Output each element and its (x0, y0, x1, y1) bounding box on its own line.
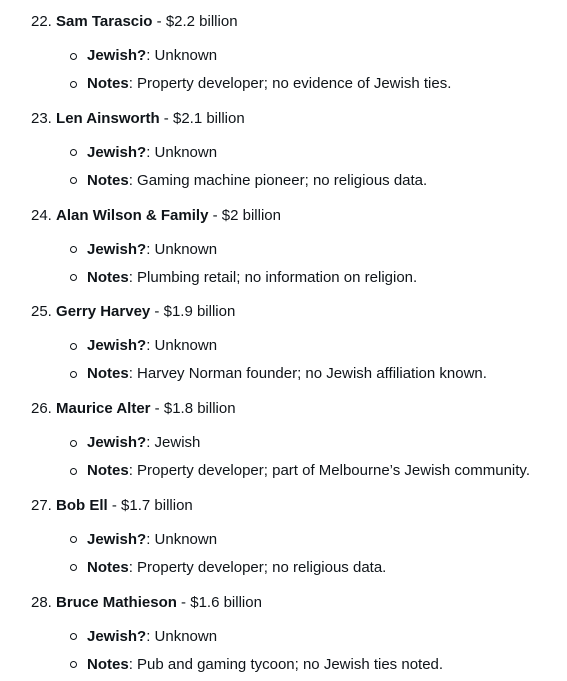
list-item (0, 290, 567, 387)
jewish-status-item (87, 46, 217, 66)
entry-heading (31, 593, 262, 613)
notes-item (87, 461, 530, 481)
entry-heading (31, 206, 281, 226)
jewish-value: : Unknown (146, 337, 218, 355)
jewish-status-item (87, 433, 200, 453)
entry-rank: 24. (31, 206, 52, 224)
hollow-bullet-icon (70, 536, 77, 543)
jewish-value: : Unknown (146, 143, 218, 161)
entry-net-worth: - $1.8 billion (150, 400, 236, 418)
hollow-bullet-icon (70, 274, 77, 281)
entry-heading (31, 496, 193, 516)
notes-value: : Pub and gaming tycoon; no Jewish ties noted. (128, 655, 444, 673)
notes-value: : Harvey Norman founder; no Jewish affiliation known. (128, 365, 487, 383)
notes-value: : Plumbing retail; no information on religion. (128, 268, 418, 286)
entry-rank: 25. (31, 303, 52, 321)
notes-value: : Property developer; no evidence of Jewish ties. (128, 75, 452, 92)
jewish-label: Jewish? (87, 143, 147, 161)
hollow-bullet-icon (70, 149, 77, 156)
jewish-value: : Unknown (146, 530, 218, 548)
jewish-status-item (87, 240, 217, 260)
notes-label: Notes (87, 171, 129, 189)
jewish-value: : Unknown (146, 627, 218, 645)
jewish-status-item (87, 530, 217, 550)
hollow-bullet-icon (70, 343, 77, 350)
entry-rank: 26. (31, 400, 52, 418)
entry-name: Sam Tarascio (56, 13, 153, 30)
jewish-value: : Unknown (146, 240, 218, 258)
list-item (0, 0, 567, 97)
notes-item (87, 558, 386, 578)
hollow-bullet-icon (70, 246, 77, 253)
entry-heading (31, 109, 245, 129)
notes-item (87, 655, 443, 675)
jewish-label: Jewish? (87, 434, 147, 452)
notes-label: Notes (87, 655, 129, 673)
hollow-bullet-icon (70, 564, 77, 571)
notes-value: : Gaming machine pioneer; no religious data. (128, 171, 428, 189)
notes-label: Notes (87, 462, 129, 480)
jewish-status-item (87, 336, 217, 356)
list-item (0, 387, 567, 484)
hollow-bullet-icon (70, 371, 77, 378)
jewish-status-item (87, 143, 217, 163)
jewish-label: Jewish? (87, 337, 147, 355)
entry-name: Bob Ell (56, 496, 108, 514)
list-item (0, 581, 567, 678)
hollow-bullet-icon (70, 440, 77, 447)
notes-item (87, 364, 487, 384)
entry-rank: 28. (31, 593, 52, 611)
entry-net-worth: - $2.1 billion (159, 109, 245, 127)
entry-name: Bruce Mathieson (56, 593, 177, 611)
notes-item (87, 74, 451, 94)
list-item (0, 194, 567, 291)
entry-net-worth: - $1.7 billion (107, 496, 193, 514)
jewish-label: Jewish? (87, 240, 147, 258)
notes-label: Notes (87, 558, 129, 576)
notes-value: : Property developer; part of Melbourne’s Jewish community. (128, 462, 530, 480)
list-item (0, 97, 567, 194)
notes-label: Notes (87, 268, 129, 286)
entry-net-worth: - $1.9 billion (150, 303, 236, 321)
entry-name: Maurice Alter (56, 400, 151, 418)
entry-net-worth: - $1.6 billion (176, 593, 262, 611)
jewish-value: : Unknown (146, 47, 218, 64)
entry-rank: 23. (31, 109, 52, 127)
notes-item (87, 268, 417, 288)
notes-value: : Property developer; no religious data. (128, 558, 387, 576)
entry-name: Gerry Harvey (56, 303, 151, 321)
hollow-bullet-icon (70, 177, 77, 184)
entry-heading (31, 12, 238, 32)
list-item (0, 484, 567, 581)
jewish-value: : Jewish (146, 434, 201, 452)
hollow-bullet-icon (70, 468, 77, 475)
jewish-status-item (87, 627, 217, 647)
entry-name: Len Ainsworth (56, 109, 160, 127)
notes-item (87, 171, 427, 191)
hollow-bullet-icon (70, 53, 77, 60)
entry-rank: 22. (31, 13, 52, 30)
notes-label: Notes (87, 75, 129, 92)
entry-rank: 27. (31, 496, 52, 514)
notes-label: Notes (87, 365, 129, 383)
entry-heading (31, 302, 235, 322)
entry-name: Alan Wilson & Family (56, 206, 209, 224)
hollow-bullet-icon (70, 661, 77, 668)
entry-net-worth: - $2.2 billion (152, 13, 238, 30)
hollow-bullet-icon (70, 633, 77, 640)
hollow-bullet-icon (70, 81, 77, 88)
jewish-label: Jewish? (87, 530, 147, 548)
entry-net-worth: - $2 billion (208, 206, 281, 224)
jewish-label: Jewish? (87, 627, 147, 645)
entry-heading (31, 399, 236, 419)
jewish-label: Jewish? (87, 47, 147, 64)
